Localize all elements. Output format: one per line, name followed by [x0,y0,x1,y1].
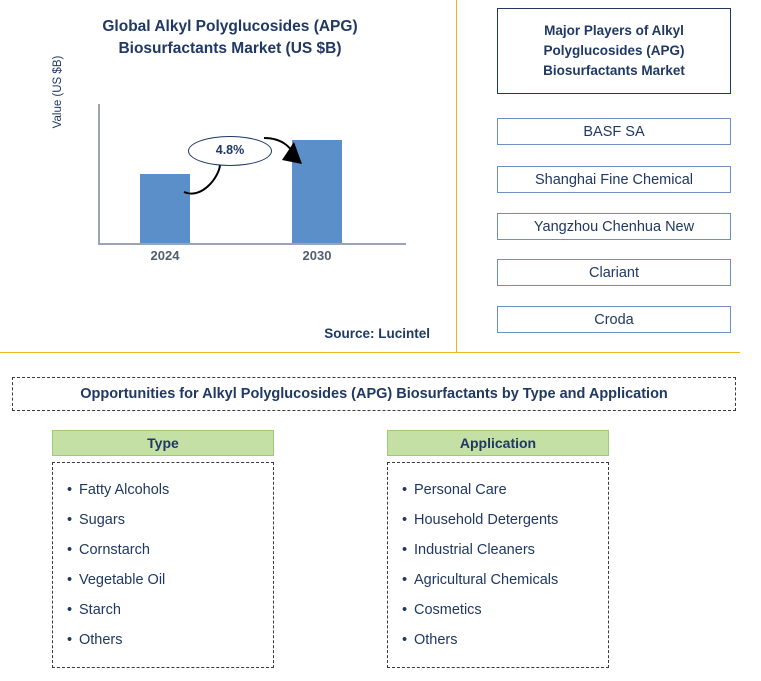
player-item: Clariant [497,259,731,286]
list-item [67,625,259,655]
bullet-icon: • [67,572,73,588]
player-item: Shanghai Fine Chemical [497,166,731,193]
list-item-label: Cornstarch [79,542,150,558]
list-item [67,595,259,625]
list-item-label: Sugars [79,512,125,528]
player-item: BASF SA [497,118,731,145]
application-list [402,475,594,655]
chart-title-line-2: Biosurfactants Market (US $B) [118,40,342,57]
list-item [402,505,594,535]
player-item: Yangzhou Chenhua New [497,213,731,240]
bullet-icon: • [67,542,73,558]
list-item-label: Personal Care [414,482,507,498]
list-item-label: Vegetable Oil [79,572,166,588]
list-item-label: Others [79,632,123,648]
list-item [402,565,594,595]
list-item-label: Others [414,632,458,648]
list-item-label: Industrial Cleaners [414,542,535,558]
type-column-box [52,462,274,668]
major-players-header [497,8,731,94]
y-axis-line [98,104,100,244]
list-item-label: Household Detergents [414,512,559,528]
opportunities-banner: Opportunities for Alkyl Polyglucosides (APG) Biosurfactants by Type and Application [12,377,736,411]
chart-title-line-1: Global Alkyl Polyglucosides (APG) [102,18,358,35]
chart-title [20,16,440,60]
application-column-box [387,462,609,668]
cagr-value: 4.8% [215,143,245,157]
bullet-icon: • [402,512,408,528]
application-column-header: Application [387,430,609,456]
bar-chart [52,55,430,275]
bullet-icon: • [67,482,73,498]
bullet-icon: • [402,542,408,558]
x-tick-label-2030: 2030 [302,248,332,263]
list-item-label: Starch [79,602,121,618]
list-item [67,505,259,535]
bullet-icon: • [402,572,408,588]
bullet-icon: • [402,482,408,498]
vertical-divider [456,0,457,352]
list-item [402,595,594,625]
bullet-icon: • [67,512,73,528]
list-item [402,625,594,655]
list-item [67,535,259,565]
major-players-header-line-1: Major Players of Alkyl [544,23,684,38]
list-item-label: Agricultural Chemicals [414,572,559,588]
type-column-header: Type [52,430,274,456]
major-players-header-line-2: Polyglucosides (APG) [543,43,685,58]
x-axis-line [98,243,406,245]
bullet-icon: • [402,602,408,618]
list-item [402,535,594,565]
horizontal-divider [0,352,740,353]
list-item [67,475,259,505]
bullet-icon: • [67,632,73,648]
list-item [67,565,259,595]
list-item [402,475,594,505]
list-item-label: Fatty Alcohols [79,482,170,498]
x-tick-label-2024: 2024 [150,248,180,263]
player-item: Croda [497,306,731,333]
bullet-icon: • [67,602,73,618]
cagr-callout [188,136,274,168]
major-players-header-line-3: Biosurfactants Market [543,63,685,78]
type-list [67,475,259,655]
bullet-icon: • [402,632,408,648]
source-label: Source: Lucintel [324,326,430,341]
y-axis-label: Value (US $B) [52,55,64,129]
list-item-label: Cosmetics [414,602,482,618]
